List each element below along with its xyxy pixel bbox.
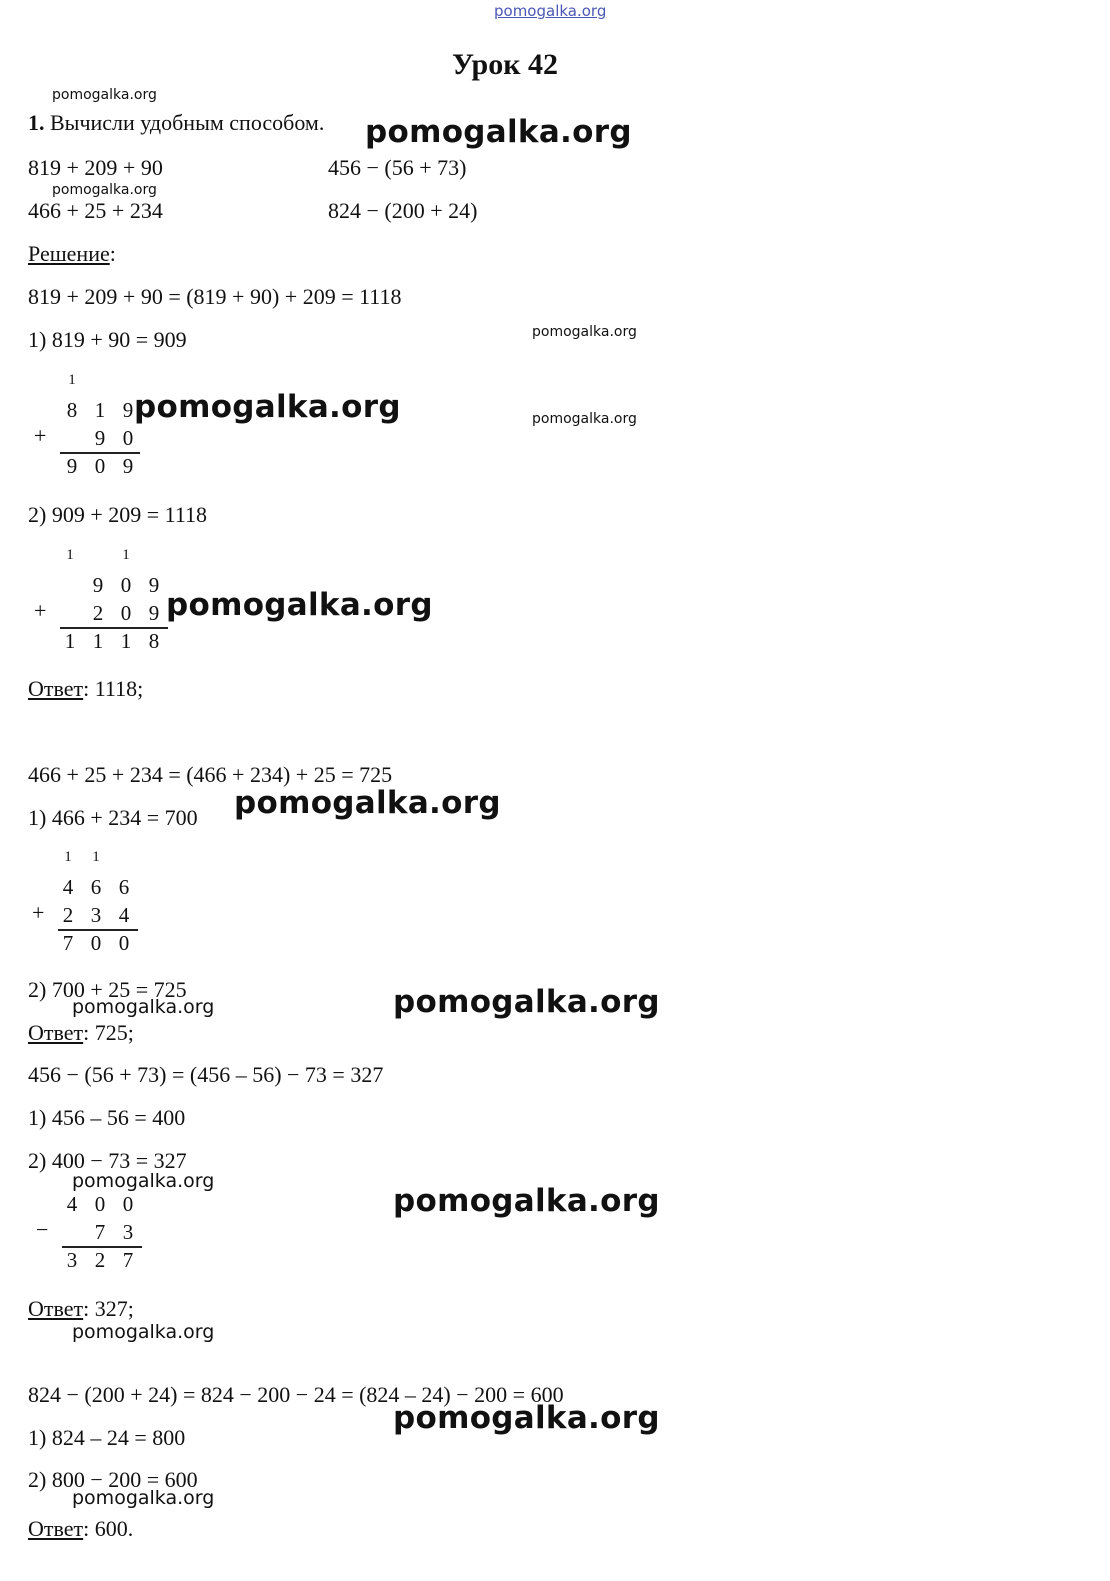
digit: 2 [94, 1248, 106, 1272]
answer-value: : 327; [83, 1296, 134, 1321]
plus-sign: + [32, 900, 45, 925]
answer-value: : 1118; [83, 676, 144, 701]
digit: 4 [62, 875, 74, 899]
answer-value: : 600. [83, 1516, 134, 1541]
plus-sign: + [34, 423, 47, 448]
task-text: Вычисли удобным способом. [50, 110, 325, 135]
plus-sign: + [34, 598, 47, 623]
step: 1) 466 + 234 = 700 [28, 805, 198, 830]
answer-label: Ответ [28, 1516, 84, 1541]
equation: 456 − (56 + 73) = (456 – 56) − 73 = 327 [28, 1062, 384, 1087]
digit: 1 [94, 398, 106, 422]
digit: 3 [90, 903, 102, 927]
watermark-top: pomogalka.org [494, 2, 607, 20]
column-addition-1 [30, 368, 150, 480]
carry-digit: 1 [92, 849, 100, 865]
step: 1) 824 – 24 = 800 [28, 1425, 186, 1450]
watermark-large: pomogalka.org [393, 1400, 660, 1436]
solution-label: Решение [28, 241, 110, 266]
digit: 7 [122, 1248, 134, 1272]
digit: 0 [118, 931, 130, 955]
digit: 0 [122, 1192, 134, 1216]
watermark-large: pomogalka.org [234, 785, 501, 821]
digit: 6 [90, 875, 102, 899]
expression: 819 + 209 + 90 [28, 155, 163, 180]
digit: 0 [122, 426, 134, 450]
carry-digit: 1 [66, 547, 74, 563]
column-subtraction [30, 1192, 150, 1276]
watermark-small: pomogalka.org [52, 87, 157, 103]
digit: 0 [120, 573, 132, 597]
watermark-large: pomogalka.org [393, 984, 660, 1020]
digit: 9 [94, 426, 106, 450]
answer-label: Ответ [28, 1296, 84, 1321]
answer [28, 676, 143, 702]
carry-digit: 1 [64, 849, 72, 865]
step: 2) 800 − 200 = 600 [28, 1467, 198, 1492]
digit: 9 [148, 573, 160, 597]
task-statement [28, 110, 324, 136]
equation: 824 − (200 + 24) = 824 − 200 − 24 = (824 – 24) − 200 = 600 [28, 1382, 564, 1407]
column-addition-2 [30, 543, 180, 655]
digit: 7 [62, 931, 74, 955]
watermark-medium: pomogalka.org [72, 1487, 215, 1509]
watermark-medium: pomogalka.org [72, 1170, 215, 1192]
digit: 7 [94, 1220, 106, 1244]
digit: 9 [148, 601, 160, 625]
step: 2) 400 − 73 = 327 [28, 1148, 187, 1173]
answer-label: Ответ [28, 1020, 84, 1045]
expression: 466 + 25 + 234 [28, 198, 163, 223]
step: 2) 700 + 25 = 725 [28, 977, 187, 1002]
digit: 0 [90, 931, 102, 955]
digit: 1 [92, 629, 104, 653]
expression: 824 − (200 + 24) [328, 198, 478, 223]
watermark-large: pomogalka.org [166, 587, 433, 623]
step: 1) 819 + 90 = 909 [28, 327, 187, 352]
digit: 2 [92, 601, 104, 625]
answer-value: : 725; [83, 1020, 134, 1045]
equation: 466 + 25 + 234 = (466 + 234) + 25 = 725 [28, 762, 393, 787]
carry-digit: 1 [122, 547, 130, 563]
digit: 0 [94, 454, 106, 478]
minus-sign: − [36, 1217, 49, 1242]
carry-digit: 1 [68, 372, 76, 388]
digit: 0 [120, 601, 132, 625]
watermark-small: pomogalka.org [532, 411, 637, 427]
watermark-medium: pomogalka.org [72, 996, 215, 1018]
column-addition-3 [30, 845, 150, 957]
digit: 4 [66, 1192, 78, 1216]
digit: 0 [94, 1192, 106, 1216]
watermark-large: pomogalka.org [393, 1183, 660, 1219]
digit: 1 [64, 629, 76, 653]
watermark-small: pomogalka.org [52, 182, 157, 198]
digit: 9 [122, 454, 134, 478]
page-title: Урок 42 [452, 48, 559, 81]
watermark-medium: pomogalka.org [72, 1321, 215, 1343]
digit: 8 [66, 398, 78, 422]
step: 2) 909 + 209 = 1118 [28, 502, 208, 527]
watermark-large: pomogalka.org [365, 114, 632, 150]
watermark-large: pomogalka.org [134, 389, 401, 425]
digit: 6 [118, 875, 130, 899]
digit: 8 [148, 629, 160, 653]
answer [28, 1296, 134, 1322]
digit: 9 [66, 454, 78, 478]
solution-heading: Решение: [28, 241, 116, 266]
equation: 819 + 209 + 90 = (819 + 90) + 209 = 1118 [28, 284, 402, 309]
answer [28, 1020, 134, 1046]
expression: 456 − (56 + 73) [328, 155, 467, 180]
task-number: 1. [28, 110, 45, 135]
digit: 4 [118, 903, 130, 927]
digit: 1 [120, 629, 132, 653]
digit: 9 [122, 398, 134, 422]
digit: 3 [122, 1220, 134, 1244]
digit: 2 [62, 903, 74, 927]
answer-label: Ответ [28, 676, 84, 701]
digit: 3 [66, 1248, 78, 1272]
step: 1) 456 – 56 = 400 [28, 1105, 186, 1130]
answer [28, 1516, 133, 1542]
digit: 9 [92, 573, 104, 597]
watermark-small: pomogalka.org [532, 324, 637, 340]
